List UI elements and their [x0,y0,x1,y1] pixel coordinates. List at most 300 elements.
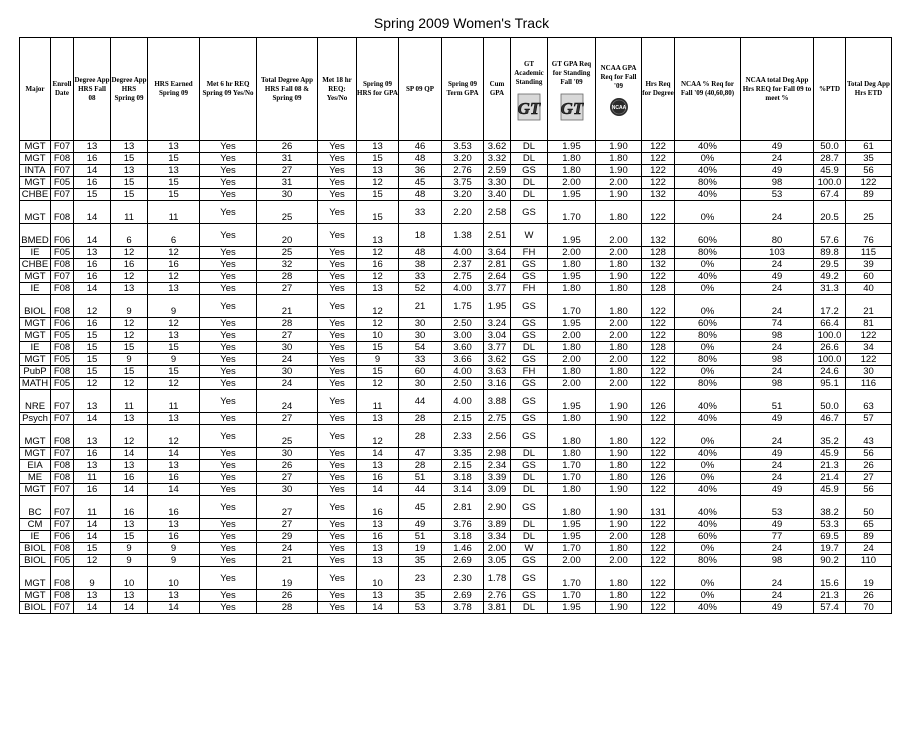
table-row [20,390,892,413]
table-cell: BIOL [20,543,51,555]
table-cell: 103 [741,247,814,259]
table-cell: 14 [357,484,399,496]
table-row [20,472,892,484]
table-cell: 13 [148,519,200,531]
table-cell: CHBE [20,259,51,271]
table-cell: 122 [642,295,675,318]
table-cell: F07 [51,602,74,614]
col-header: Total Degree App HRS Fall 08 & Spring 09 [257,38,318,141]
table-cell: 95.1 [814,378,846,390]
table-cell: 1.78 [484,567,511,590]
table-row [20,330,892,342]
table-cell: 12 [111,247,148,259]
table-cell: 2.59 [484,165,511,177]
table-cell: 3.60 [442,342,484,354]
table-cell: F05 [51,247,74,259]
table-cell: 15 [74,543,111,555]
col-header: Major [20,38,51,141]
table-cell: 40% [675,484,741,496]
table-row [20,177,892,189]
table-cell: 1.95 [548,519,596,531]
table-cell: 13 [357,460,399,472]
table-cell: F07 [51,165,74,177]
table-cell: Yes [200,413,257,425]
table-cell: 3.62 [484,354,511,366]
table-cell: 3.20 [442,153,484,165]
table-cell: 1.80 [548,342,596,354]
table-cell: Yes [200,165,257,177]
table-cell: 44 [399,390,442,413]
table-cell: MGT [20,590,51,602]
table-cell: 1.80 [548,496,596,519]
table-cell: 3.40 [484,189,511,201]
table-cell: 27 [257,413,318,425]
table-cell: 15 [74,366,111,378]
table-cell: 3.89 [484,519,511,531]
table-cell: 30 [399,318,442,330]
table-cell: 40% [675,602,741,614]
table-cell: 2.15 [442,460,484,472]
table-cell: 1.90 [596,189,642,201]
table-cell: 80% [675,555,741,567]
table-cell: 15 [111,366,148,378]
table-cell: 122 [642,555,675,567]
table-cell: Yes [318,519,357,531]
table-cell: Yes [200,177,257,189]
table-cell: 1.90 [596,390,642,413]
table-cell: 19 [399,543,442,555]
table-cell: 14 [74,201,111,224]
table-cell: PubP [20,366,51,378]
table-cell: 13 [357,165,399,177]
table-cell: Yes [318,378,357,390]
table-cell: 12 [357,271,399,283]
table-row [20,224,892,247]
table-cell: 29.5 [814,259,846,271]
table-cell: 3.34 [484,531,511,543]
table-cell: Yes [200,425,257,448]
table-cell: GS [511,425,548,448]
table-cell: Yes [318,189,357,201]
table-cell: 1.80 [548,259,596,271]
table-cell: 2.00 [596,318,642,330]
table-cell: F08 [51,472,74,484]
table-cell: 21 [257,295,318,318]
table-cell: 3.18 [442,472,484,484]
table-cell: 0% [675,295,741,318]
table-cell: 9 [148,295,200,318]
table-cell: 131 [642,496,675,519]
table-cell: 13 [74,247,111,259]
table-cell: 2.58 [484,201,511,224]
table-cell: 16 [74,259,111,271]
table-cell: MGT [20,330,51,342]
table-cell: 89.8 [814,247,846,259]
table-cell: NRE [20,390,51,413]
table-cell: 24 [257,378,318,390]
table-cell: Yes [200,259,257,271]
table-cell: 12 [357,177,399,189]
table-cell: 3.53 [442,141,484,153]
table-cell: 24 [741,472,814,484]
table-cell: Yes [200,460,257,472]
table-cell: 74 [741,318,814,330]
table-cell: 80% [675,177,741,189]
table-cell: 27 [257,496,318,519]
table-cell: Yes [200,519,257,531]
table-cell: F07 [51,413,74,425]
table-cell: 16 [357,472,399,484]
table-cell: 15 [148,189,200,201]
table-cell: Yes [318,141,357,153]
col-header: GT Academic Standing [514,60,544,86]
table-cell: F05 [51,354,74,366]
table-row [20,555,892,567]
table-cell: 60% [675,224,741,247]
table-cell: 116 [846,378,892,390]
table-cell: 2.00 [484,543,511,555]
table-cell: IE [20,247,51,259]
table-cell: 3.77 [484,342,511,354]
table-cell: Yes [318,448,357,460]
table-cell: 2.30 [442,567,484,590]
table-cell: 12 [148,318,200,330]
table-cell: 14 [74,519,111,531]
table-cell: 45.9 [814,165,846,177]
table-cell: 1.95 [548,318,596,330]
table-cell: 13 [148,141,200,153]
table-cell: 2.64 [484,271,511,283]
table-cell: 2.00 [548,330,596,342]
table-cell: 49 [741,413,814,425]
table-cell: 1.90 [596,519,642,531]
table-cell: 1.95 [548,141,596,153]
table-cell: 24 [741,460,814,472]
table-cell: DL [511,484,548,496]
table-cell: 132 [642,259,675,271]
table-cell: 12 [74,555,111,567]
table-cell: 122 [642,425,675,448]
table-cell: Yes [318,460,357,472]
table-cell: 19 [257,567,318,590]
table-cell: 122 [642,141,675,153]
table-cell: 49 [741,165,814,177]
table-cell: 15 [111,342,148,354]
table-cell: F08 [51,201,74,224]
table-cell: Yes [318,567,357,590]
table-cell: 28.7 [814,153,846,165]
table-cell: 13 [74,141,111,153]
table-cell: 2.00 [596,177,642,189]
table-cell: 16 [74,271,111,283]
table-cell: 13 [148,165,200,177]
table-cell: 0% [675,590,741,602]
table-cell: Yes [318,472,357,484]
table-cell: 80% [675,354,741,366]
table-cell: 81 [846,318,892,330]
table-cell: 10 [357,330,399,342]
table-cell: 27 [257,330,318,342]
table-cell: 10 [111,567,148,590]
table-cell: CM [20,519,51,531]
table-cell: F07 [51,271,74,283]
table-cell: 11 [74,496,111,519]
table-cell: 3.09 [484,484,511,496]
table-cell: 4.00 [442,366,484,378]
table-cell: Yes [200,141,257,153]
table-cell: F07 [51,496,74,519]
table-cell: 2.00 [548,555,596,567]
table-cell: 4.00 [442,283,484,295]
table-row [20,519,892,531]
table-cell: Yes [200,472,257,484]
table-cell: 60% [675,318,741,330]
table-cell: GS [511,295,548,318]
table-cell: Yes [318,342,357,354]
table-cell: 2.50 [442,378,484,390]
table-cell: 0% [675,425,741,448]
gt-logo-icon [560,93,584,121]
col-header: NCAA % Req for Fall '09 (40,60,80) [675,38,741,141]
table-cell: 51 [741,390,814,413]
table-cell: 15 [357,201,399,224]
table-cell: 40% [675,519,741,531]
table-cell: 31 [257,177,318,189]
table-cell: BIOL [20,602,51,614]
table-cell: GS [511,590,548,602]
table-cell: 0% [675,366,741,378]
table-cell: 12 [148,378,200,390]
table-cell: GS [511,330,548,342]
svg-text:NCAA: NCAA [611,105,626,111]
table-cell: 6 [148,224,200,247]
table-cell: 12 [357,318,399,330]
table-cell: Yes [200,342,257,354]
ncaa-logo-icon [609,97,629,117]
table-cell: 16 [74,177,111,189]
table-row [20,295,892,318]
col-header: Met 6 hr REQ Spring 09 Yes/No [200,38,257,141]
table-cell: 26 [846,460,892,472]
table-cell: 2.81 [484,259,511,271]
table-cell: 49 [741,519,814,531]
table-cell: Yes [200,201,257,224]
table-cell: 27 [257,472,318,484]
table-cell: 12 [357,378,399,390]
table-row [20,165,892,177]
table-cell: 48 [399,189,442,201]
table-cell: 1.90 [596,271,642,283]
table-cell: Yes [318,590,357,602]
table-cell: 49 [741,602,814,614]
table-cell: MGT [20,567,51,590]
table-cell: 122 [642,354,675,366]
table-cell: 1.95 [548,189,596,201]
table-cell: 3.30 [484,177,511,189]
table-cell: 122 [642,271,675,283]
table-cell: DL [511,448,548,460]
table-cell: 13 [357,543,399,555]
table-cell: 25 [257,425,318,448]
table-cell: 25 [257,201,318,224]
table-cell: 2.56 [484,425,511,448]
table-cell: 1.70 [548,590,596,602]
table-cell: 50 [846,496,892,519]
table-cell: 0% [675,201,741,224]
table-cell: 9 [111,543,148,555]
table-cell: 16 [74,318,111,330]
table-cell: 15 [148,177,200,189]
table-cell: 128 [642,342,675,354]
table-cell: Yes [200,354,257,366]
table-cell: F08 [51,543,74,555]
table-cell: 13 [357,413,399,425]
table-cell: 1.80 [596,425,642,448]
gt-logo-icon [517,93,541,121]
table-cell: 1.80 [596,567,642,590]
table-cell: 9 [148,543,200,555]
table-cell: 45 [399,177,442,189]
table-cell: GS [511,271,548,283]
table-cell: 24 [741,366,814,378]
col-header: Cum GPA [484,38,511,141]
table-cell: 13 [111,590,148,602]
table-cell: 32 [257,259,318,271]
table-cell: 14 [148,602,200,614]
table-cell: 26 [257,460,318,472]
table-cell: MGT [20,484,51,496]
table-cell: Yes [318,153,357,165]
col-header: NCAA total Deg App Hrs REQ for Fall 09 to meet % [741,38,814,141]
table-row [20,366,892,378]
table-cell: Yes [318,259,357,271]
table-cell: 1.70 [548,472,596,484]
table-cell: MGT [20,271,51,283]
table-cell: 20.5 [814,201,846,224]
table-cell: MGT [20,448,51,460]
table-cell: 17.2 [814,295,846,318]
table-cell: 16 [357,531,399,543]
table-cell: 24 [257,543,318,555]
table-cell: 1.80 [596,460,642,472]
table-cell: 12 [111,378,148,390]
table-cell: 14 [148,484,200,496]
table-cell: 1.70 [548,201,596,224]
table-cell: 2.75 [442,271,484,283]
table-cell: 2.00 [596,354,642,366]
table-cell: 49.2 [814,271,846,283]
table-cell: DL [511,342,548,354]
table-cell: 23 [399,567,442,590]
table-cell: 16 [148,259,200,271]
table-cell: 30 [846,366,892,378]
table-cell: GS [511,165,548,177]
table-cell: 0% [675,460,741,472]
table-cell: DL [511,531,548,543]
table-cell: 14 [74,531,111,543]
table-cell: 14 [357,602,399,614]
table-cell: 1.80 [596,295,642,318]
table-cell: 30 [257,448,318,460]
table-cell: 3.18 [442,531,484,543]
table-cell: 1.70 [548,460,596,472]
table-cell: 21.3 [814,460,846,472]
col-header: Degree App HRS Fall 08 [74,38,111,141]
table-cell: 98 [741,354,814,366]
table-cell: 1.80 [548,366,596,378]
table-cell: 0% [675,543,741,555]
table-cell: 53 [741,496,814,519]
table-cell: 15 [357,189,399,201]
table-cell: 11 [357,390,399,413]
table-cell: 2.76 [442,165,484,177]
table-cell: MGT [20,153,51,165]
col-header: NCAA GPA Req for Fall '09 [600,64,637,90]
table-cell: 9 [148,555,200,567]
table-cell: 49 [741,448,814,460]
table-cell: F06 [51,531,74,543]
table-cell: 2.69 [442,555,484,567]
table-cell: Yes [200,531,257,543]
table-cell: Yes [318,496,357,519]
table-cell: DL [511,189,548,201]
table-cell: 2.00 [596,330,642,342]
table-cell: 15 [111,177,148,189]
table-cell: 1.70 [548,567,596,590]
table-cell: 98 [741,330,814,342]
table-cell: 3.76 [442,519,484,531]
table-cell: 1.80 [596,259,642,271]
table-cell: 1.95 [548,224,596,247]
table-cell: 12 [74,295,111,318]
table-cell: 89 [846,189,892,201]
table-cell: 3.20 [442,189,484,201]
table-cell: F05 [51,378,74,390]
table-cell: 2.00 [596,378,642,390]
table-row [20,247,892,259]
table-row [20,354,892,366]
table-cell: 49 [741,141,814,153]
table-cell: 1.70 [548,295,596,318]
table-cell: 122 [642,330,675,342]
table-cell: 3.88 [484,390,511,413]
table-cell: F08 [51,590,74,602]
table-cell: 40% [675,165,741,177]
table-cell: BIOL [20,295,51,318]
table-cell: F06 [51,318,74,330]
table-cell: 12 [148,425,200,448]
table-row [20,484,892,496]
table-cell: 4.00 [442,247,484,259]
table-cell: 15 [111,189,148,201]
table-cell: 13 [74,390,111,413]
table-cell: 36 [399,165,442,177]
table-cell: 3.81 [484,602,511,614]
table-cell: 1.80 [548,283,596,295]
table-cell: 132 [642,189,675,201]
table-cell: 28 [257,318,318,330]
table-cell: 90.2 [814,555,846,567]
table-cell: 122 [642,201,675,224]
table-cell: 0% [675,283,741,295]
table-cell: 34 [846,342,892,354]
table-cell: 9 [74,567,111,590]
table-cell: Yes [318,318,357,330]
table-cell: 3.00 [442,330,484,342]
table-cell: 33 [399,271,442,283]
table-cell: 13 [357,590,399,602]
table-cell: 49 [741,484,814,496]
